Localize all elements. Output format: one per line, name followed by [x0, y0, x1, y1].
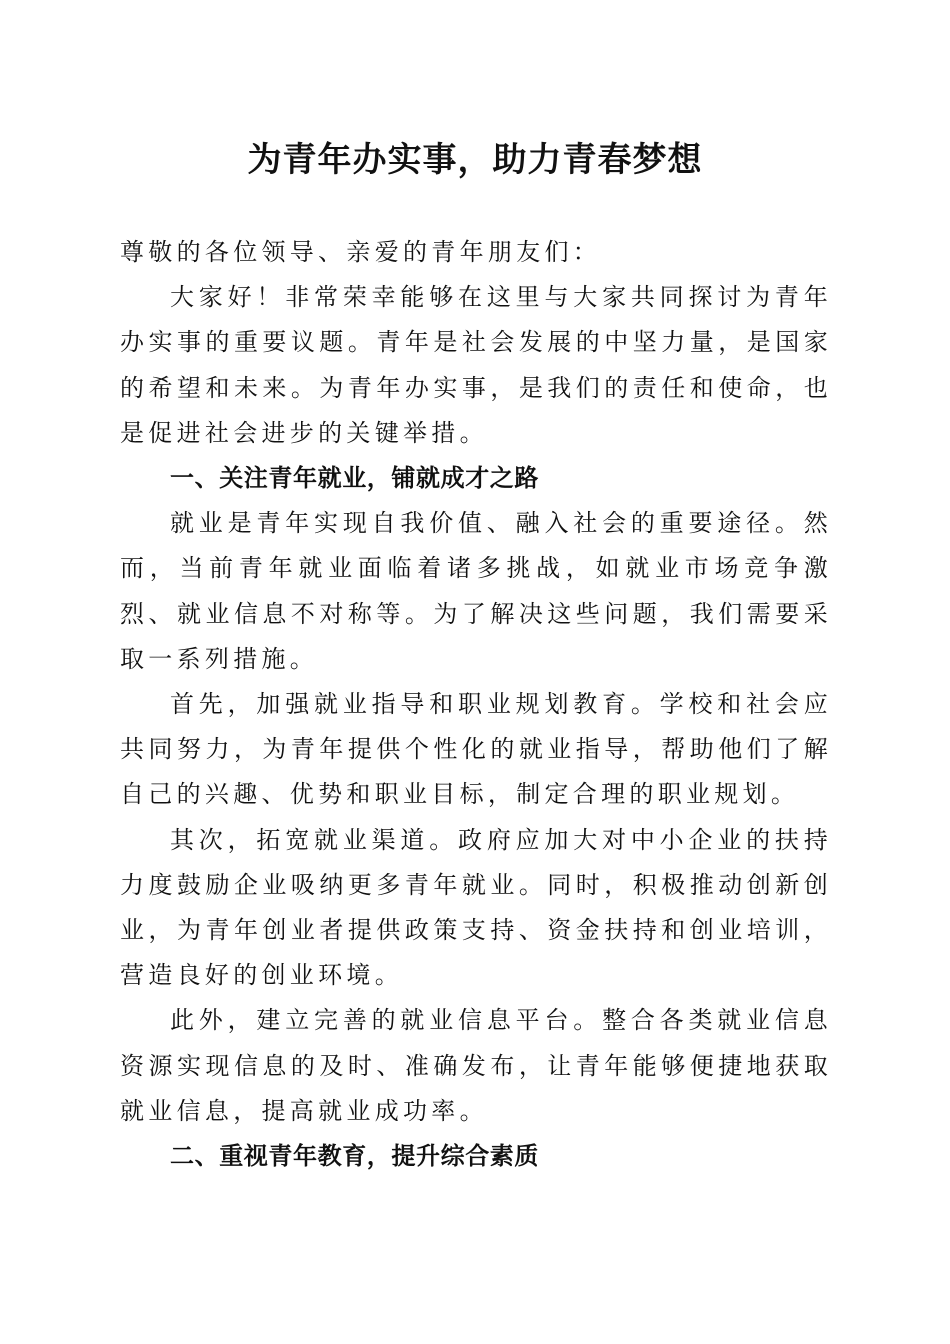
- salutation: 尊敬的各位领导、亲爱的青年朋友们：: [120, 238, 602, 266]
- section-heading-education: 二、重视青年教育，提升综合素质: [170, 1142, 539, 1171]
- document-title: 为青年办实事，助力青春梦想: [247, 140, 703, 180]
- employment-paragraph-3: 其次，拓宽就业渠道。政府应加大对中小企业的扶持力度鼓励企业吸纳更多青年就业。同时，积极推动创新创业，为青年创业者提供政策支持、资金扶持和创业培训，营造良好的创业环境。: [120, 825, 832, 990]
- employment-paragraph-4: 此外，建立完善的就业信息平台。整合各类就业信息资源实现信息的及时、准确发布，让青年能够便捷地获取就业信息，提高就业成功率。: [120, 1006, 832, 1125]
- section-heading-employment: 一、关注青年就业，铺就成才之路: [170, 464, 539, 493]
- intro-paragraph: 大家好！非常荣幸能够在这里与大家共同探讨为青年办实事的重要议题。青年是社会发展的中坚力量，是国家的希望和未来。为青年办实事，是我们的责任和使命，也是促进社会进步的关键举措。: [120, 283, 832, 447]
- document-body: [120, 230, 832, 1179]
- employment-paragraph-2: 首先，加强就业指导和职业规划教育。学校和社会应共同努力，为青年提供个性化的就业指导，帮助他们了解自己的兴趣、优势和职业目标，制定合理的职业规划。: [120, 690, 832, 809]
- employment-paragraph-1: 就业是青年实现自我价值、融入社会的重要途径。然而，当前青年就业面临着诸多挑战，如就业市场竞争激烈、就业信息不对称等。为了解决这些问题，我们需要采取一系列措施。: [120, 509, 832, 673]
